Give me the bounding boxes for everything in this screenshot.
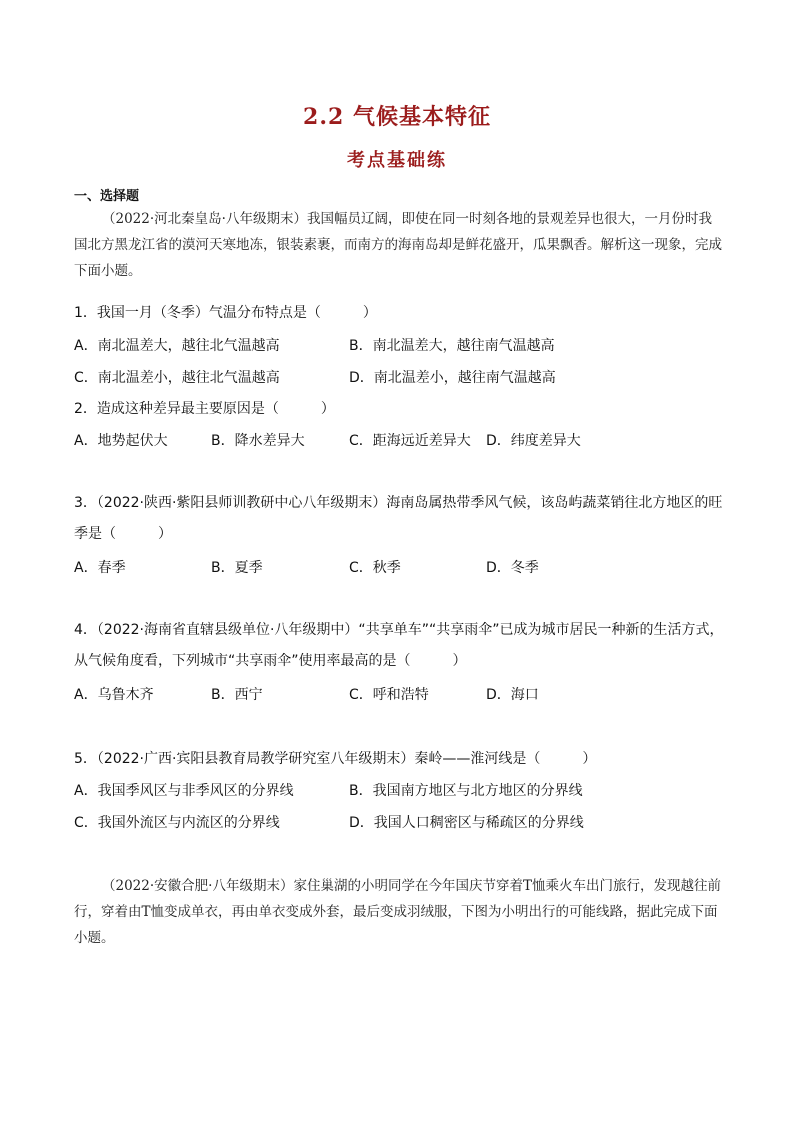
question-2-option-c[interactable]: C．距海远近差异大	[349, 433, 471, 449]
question-3-option-c[interactable]: C．秋季	[349, 560, 401, 576]
page-title: 2.2 气候基本特征	[303, 104, 491, 130]
question-4-stem: 4．（2022·海南省直辖县级单位·八年级期中）“共享单车”“共享雨伞”已成为城市居民一种新的生活方式，从气候角度看，下列城市“共享雨伞”使用率最高的是（ ）	[74, 622, 724, 669]
question-1-option-c[interactable]: C．南北温差小，越往北气温越高	[74, 370, 280, 386]
question-1-option-b[interactable]: B．南北温差大，越往南气温越高	[349, 338, 555, 354]
question-5-stem: 5．（2022·广西·宾阳县教育局教学研究室八年级期末）秦岭——淮河线是（ ）	[74, 751, 597, 767]
passage-1: （2022·河北秦皇岛·八年级期末）我国幅员辽阔，即使在同一时刻各地的景观差异也很大，一月份时我国北方黑龙江省的漠河天寒地冻，银装素裹，而南方的海南岛却是鲜花盛开，瓜果飘香。解析这一现象，完成下面小题。	[74, 211, 722, 279]
question-4-option-c[interactable]: C．呼和浩特	[349, 687, 429, 703]
question-1-option-a[interactable]: A．南北温差大，越往北气温越高	[74, 338, 280, 354]
question-4-option-a[interactable]: A．乌鲁木齐	[74, 687, 154, 703]
section-heading: 一、选择题	[74, 189, 140, 204]
question-5-option-d[interactable]: D．我国人口稠密区与稀疏区的分界线	[349, 815, 584, 831]
question-3-option-b[interactable]: B．夏季	[211, 560, 263, 576]
question-2-option-b[interactable]: B．降水差异大	[211, 433, 305, 449]
question-5-option-c[interactable]: C．我国外流区与内流区的分界线	[74, 815, 280, 831]
question-2-option-a[interactable]: A．地势起伏大	[74, 433, 168, 449]
question-4-option-b[interactable]: B．西宁	[211, 687, 263, 703]
question-4-option-d[interactable]: D．海口	[486, 687, 539, 703]
question-2-option-d[interactable]: D．纬度差异大	[486, 433, 581, 449]
question-3-option-d[interactable]: D．冬季	[486, 560, 539, 576]
question-3-stem: 3．（2022·陕西·紫阳县师训教研中心八年级期末）海南岛属热带季风气候，该岛屿蔬菜销往北方地区的旺季是（ ）	[74, 495, 723, 542]
page-subtitle: 考点基础练	[347, 150, 447, 171]
question-5-option-a[interactable]: A．我国季风区与非季风区的分界线	[74, 783, 294, 799]
passage-2: （2022·安徽合肥·八年级期末）家住巢湖的小明同学在今年国庆节穿着T恤乘火车出门旅行，发现越往前行，穿着由T恤变成单衣，再由单衣变成外套，最后变成羽绒服，下图为小明出行的可能线路，据此完成下面小题。	[74, 878, 721, 946]
question-3-option-a[interactable]: A．春季	[74, 560, 126, 576]
question-1-stem: 1．我国一月（冬季）气温分布特点是（ ）	[74, 305, 377, 321]
question-5-option-b[interactable]: B．我国南方地区与北方地区的分界线	[349, 783, 583, 799]
question-2-stem: 2．造成这种差异最主要原因是（ ）	[74, 401, 335, 417]
question-1-option-d[interactable]: D．南北温差小，越往南气温越高	[349, 370, 556, 386]
